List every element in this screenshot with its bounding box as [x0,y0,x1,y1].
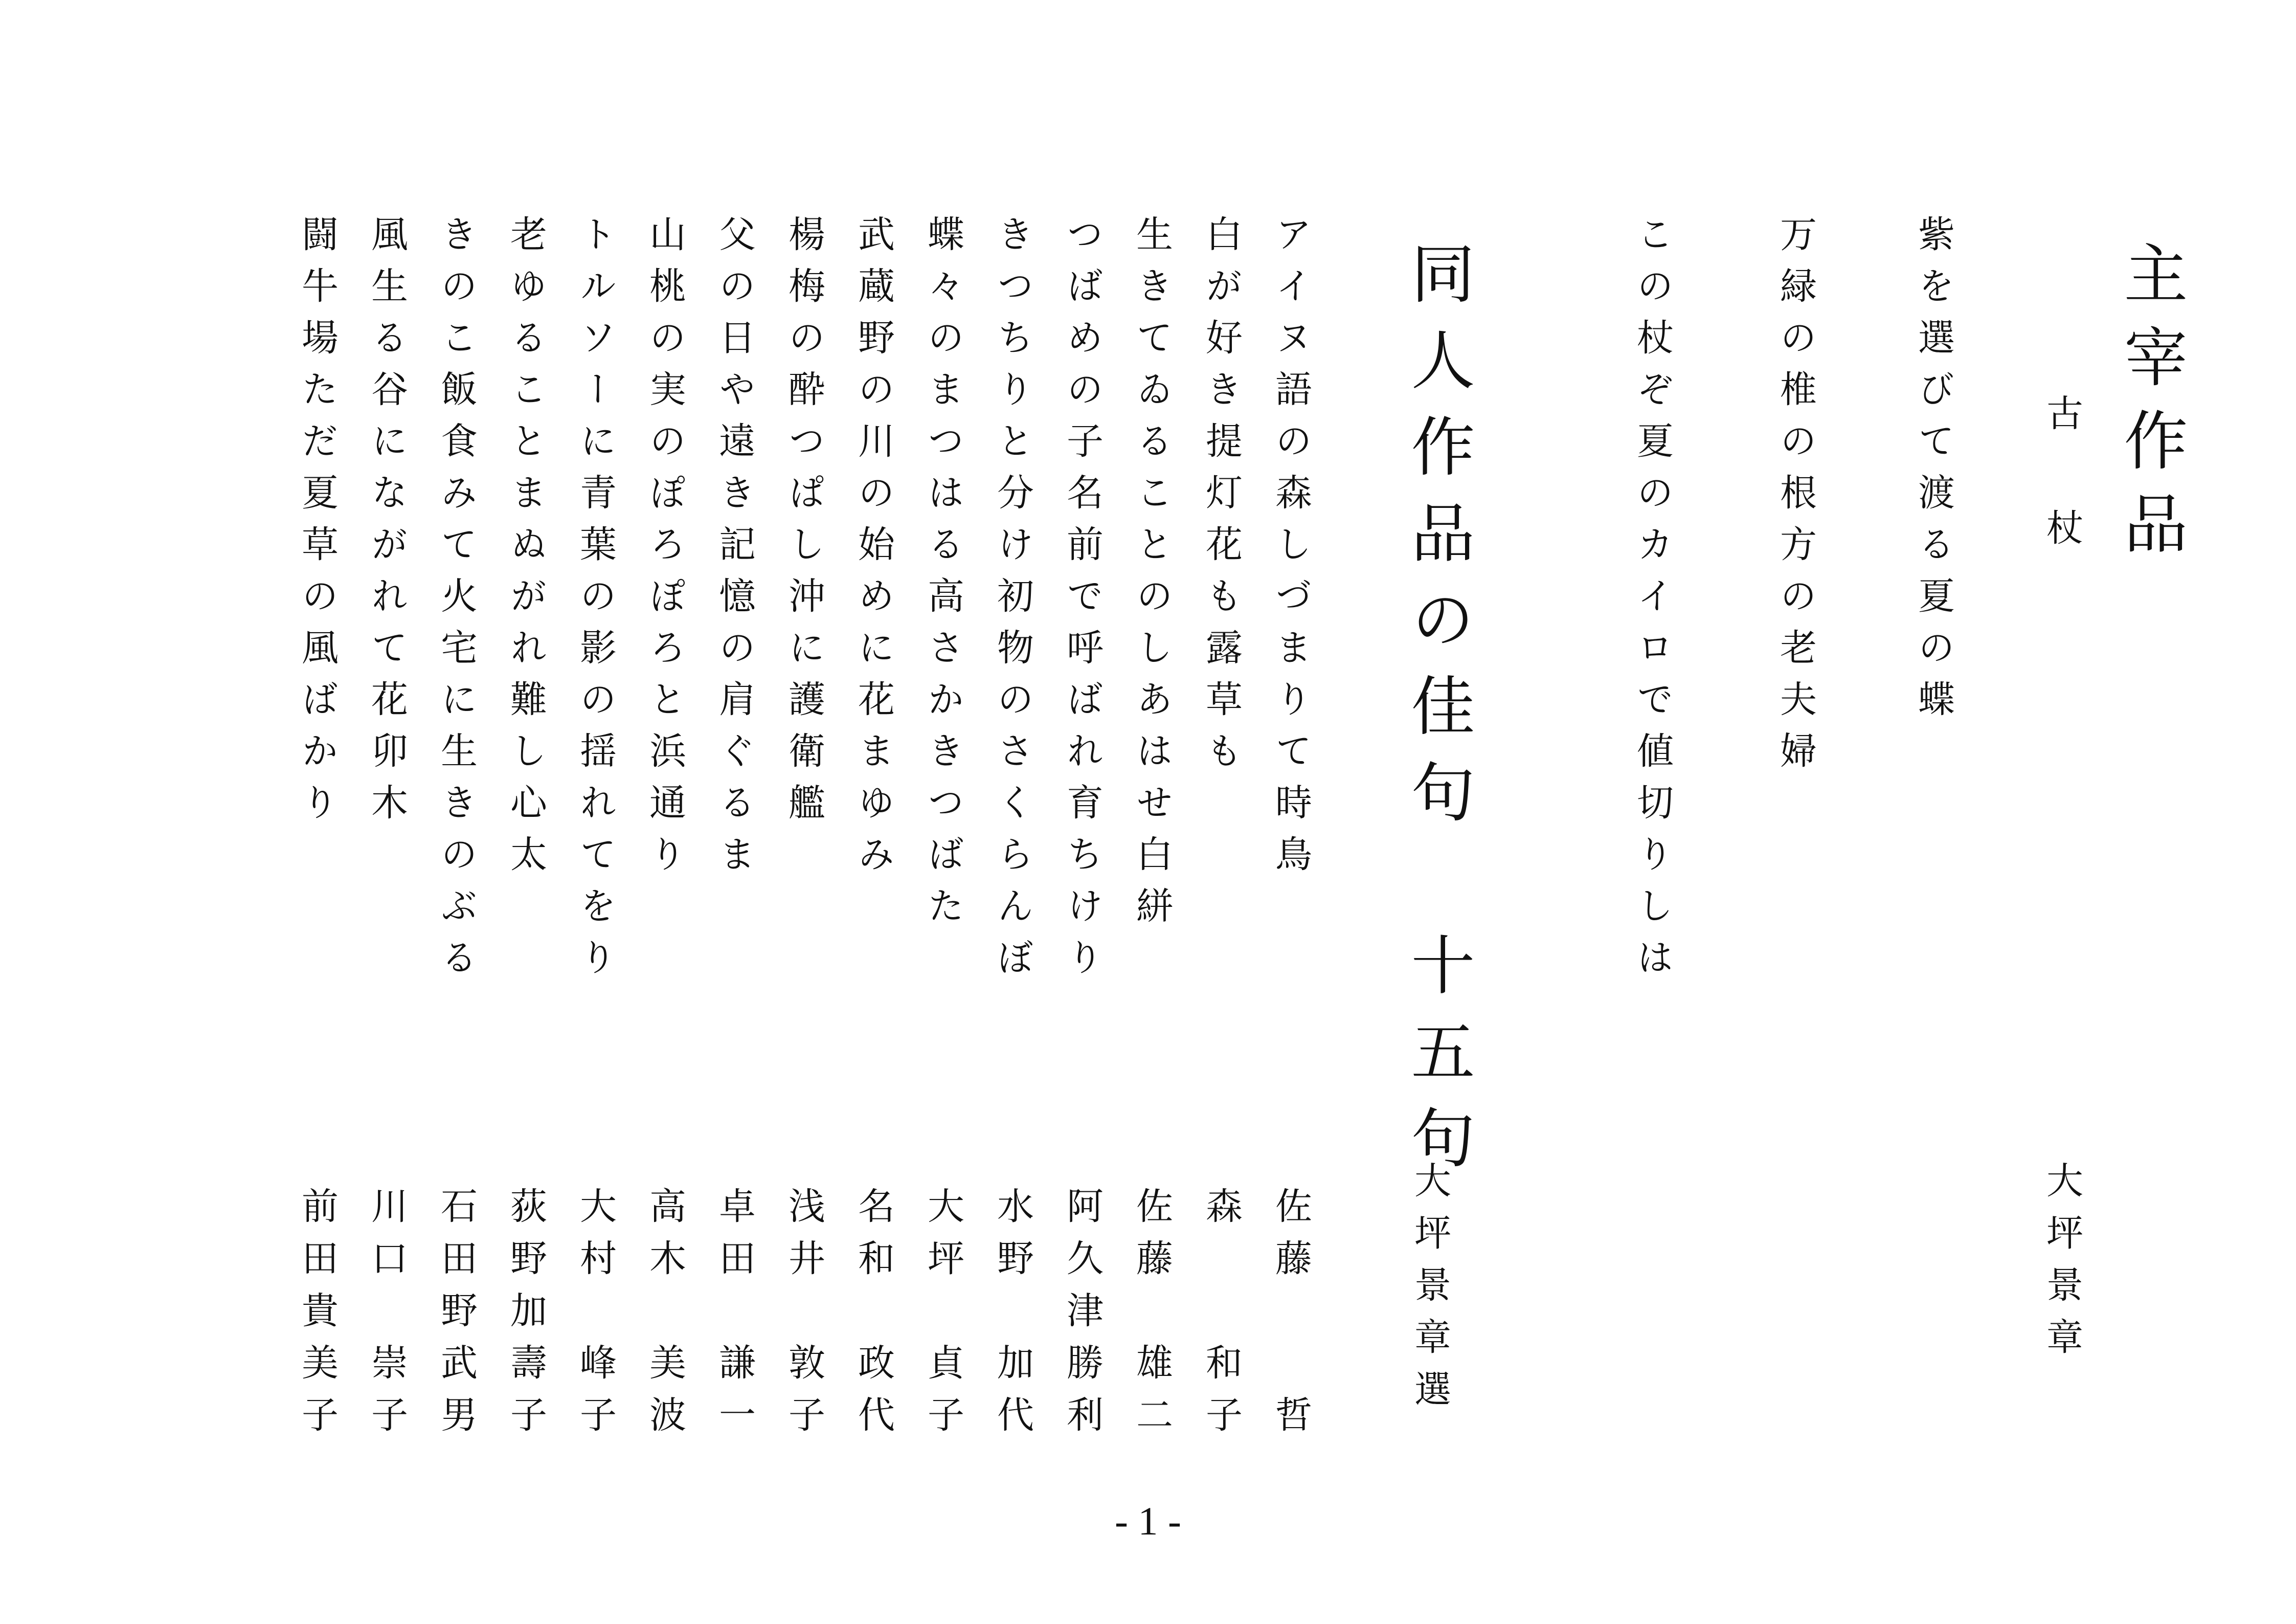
dojin-author-9: 卓田 謙一 [713,1187,756,1448]
dojin-poem-11: トルソーに青葉の影の揺れてをり [574,215,617,990]
dojin-poem-15: 闘牛場ただ夏草の風ばかり [296,215,339,835]
dojin-poem-7: 武蔵野の川の始めに花まゆみ [852,215,895,886]
dojin-author-2: 森 和子 [1200,1187,1243,1448]
dojin-author-11: 大村 峰子 [574,1187,617,1448]
section-title-shusai: 主宰作品 [2113,240,2187,574]
dojin-poem-2: 白が好き提灯花も露草も [1200,215,1243,783]
dojin-poem-13: きのこ飯食みて火宅に生きのぶる [435,215,478,990]
shusai-poem-2: 万緑の椎の根方の老夫婦 [1774,215,1817,783]
page-number: - 1 - [1115,1499,1181,1543]
dojin-author-3: 佐藤 雄二 [1130,1187,1173,1448]
dojin-author-4: 阿久津勝利 [1061,1187,1104,1448]
dojin-poem-12: 老ゆることまぬがれ難し心太 [504,215,547,886]
dojin-poem-3: 生きてゐることのしあはせ白絣 [1130,215,1173,938]
section-title-dojin: 同人作品の佳句 十五句 [1400,240,1474,1191]
shusai-author: 大坪景章 [2040,1161,2083,1370]
dojin-author-13: 石田野武男 [435,1187,478,1448]
dojin-poem-6: 蝶々のまつはる高さかきつばた [921,215,964,938]
dojin-poem-14: 風生る谷にながれて花卯木 [365,215,408,835]
dojin-author-5: 水野 加代 [991,1187,1034,1448]
dojin-author-7: 名和 政代 [852,1187,895,1448]
dojin-author-6: 大坪 貞子 [921,1187,964,1448]
shusai-poem-1: 紫を選びて渡る夏の蝶 [1912,215,1955,731]
section-subtitle-shusai: 古 杖 [2040,394,2083,566]
dojin-poem-1: アイヌ語の森しづまりて時鳥 [1269,215,1312,886]
dojin-poem-10: 山桃の実のぽろぽろと浜通り [643,215,686,886]
shusai-poem-3: この杖ぞ夏のカイロで値切りしは [1631,215,1674,990]
dojin-author-12: 荻野加壽子 [504,1187,547,1448]
dojin-poem-5: きつちりと分け初物のさくらんぼ [991,215,1034,990]
dojin-author-1: 佐藤 哲 [1269,1187,1312,1448]
dojin-selector: 大坪景章選 [1408,1161,1451,1422]
dojin-author-8: 浅井 敦子 [782,1187,825,1448]
dojin-poem-8: 楊梅の酔つぱし沖に護衛艦 [782,215,825,835]
dojin-author-14: 川口 崇子 [365,1187,408,1448]
dojin-poem-9: 父の日や遠き記憶の肩ぐるま [713,215,756,886]
dojin-poem-4: つばめの子名前で呼ばれ育ちけり [1061,215,1104,990]
dojin-author-10: 高木 美波 [643,1187,686,1448]
dojin-author-15: 前田貴美子 [296,1187,339,1448]
